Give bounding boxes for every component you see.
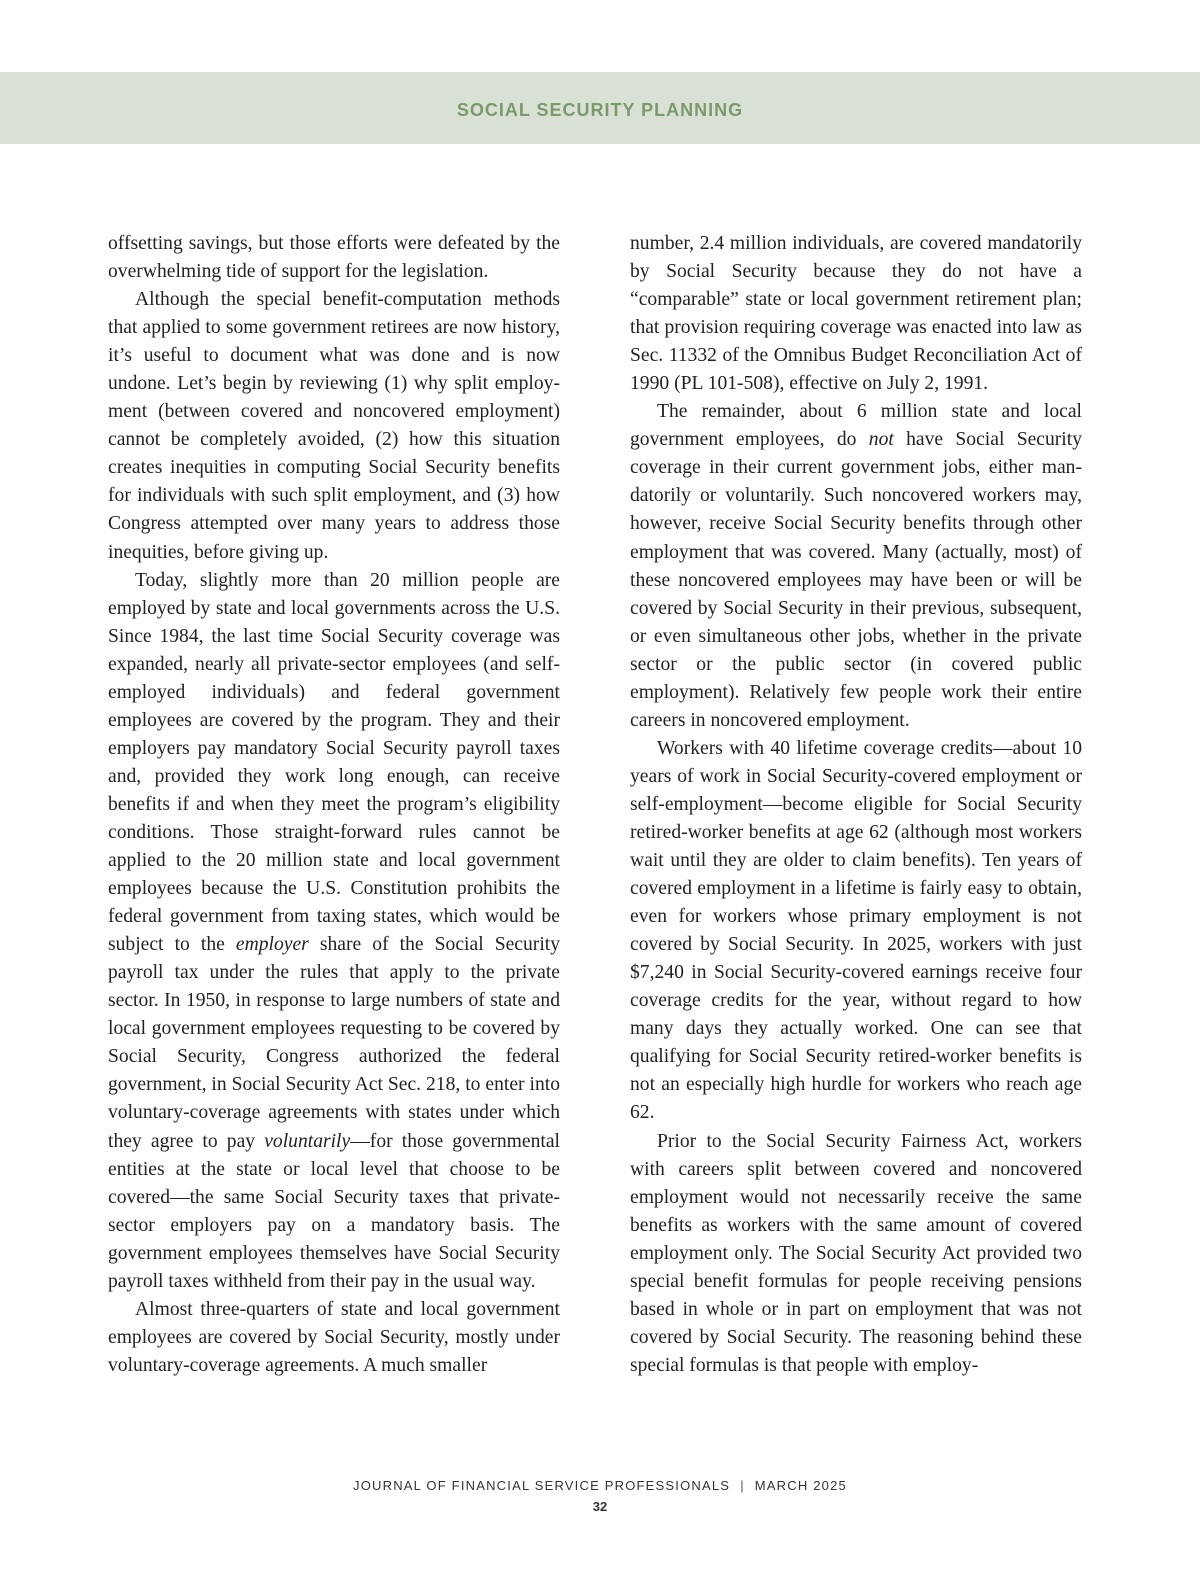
emphasis-text: employer xyxy=(235,934,309,956)
footer-separator: | xyxy=(740,1478,745,1493)
emphasis-text: voluntarily xyxy=(264,1130,351,1152)
body-text: have Social Security coverage in their current government jobs, either mandatorily or voluntarily. Such noncovered workers may, however, receive Social Security benefits through other employment that was covered. Many (actually, most) of these noncovered employees may have been or will be covered by Social Security in their previous, subsequent, or even simultaneous other jobs, whether in the private sector or the public sector (in covered public employment). Relatively few people work their entire careers in noncovered employment. xyxy=(630,429,1082,731)
body-paragraph: Almost three-quarters of state and local government employees are covered by Social Security, mostly under voluntary-coverage agreements. A much smaller xyxy=(108,1298,560,1376)
issue-date: MARCH 2025 xyxy=(754,1478,847,1493)
emphasis-text: not xyxy=(868,429,894,451)
body-text: share of the Social Security payroll tax under the rules that apply to the private sector. In 1950, in response to large numbers of state and local government employees requesting to be covered by Social Security, Congress authorized the federal government, in Social Security Act Sec. 218, to enter into voluntary-coverage agreements with states under which they agree to pay xyxy=(108,934,560,1152)
body-paragraph: number, 2.4 million individuals, are covered mandatorily by Social Security because they do not have a “comparable” state or local government retirement plan; that provision requiring coverage was enacted into law as Sec. 11332 of the Omnibus Budget Reconciliation Act of 1990 (PL 101-508), effective on July 2, 1991. xyxy=(630,233,1082,395)
footer-journal-line xyxy=(0,1478,1200,1493)
section-header-band xyxy=(0,72,1200,144)
left-column xyxy=(108,230,560,1380)
body-paragraph xyxy=(108,567,560,1296)
body-text: —for those governmental entities at the state or local level that choose to be covered—the same Social Security taxes that private-sector employers pay on a mandatory basis. The government employees themselves have Social Security payroll taxes withheld from their pay in the usual way. xyxy=(108,1130,560,1292)
body-text: Today, slightly more than 20 million people are employed by state and local governments across the U.S. Since 1984, the last time Social Security coverage was expanded, nearly all private-sector employees (and self-employed individuals) and federal government employees are covered by the program. They and their employers pay mandatory Social Security payroll taxes and, provided they work long enough, can receive benefits if and when they meet the program’s eligibility conditions. Those straight-forward rules cannot be applied to the 20 million state and local government employees because the U.S. Constitution prohibits the federal government from taxing states, which would be subject to the xyxy=(108,569,560,956)
page-footer xyxy=(0,1478,1200,1514)
body-paragraph: Workers with 40 lifetime coverage credits—about 10 years of work in Social Security-covered employment or self-employment—become eligible for Social Security retired-worker benefits at age 62 (although most workers wait until they are older to claim benefits). Ten years of covered employment in a lifetime is fairly easy to obtain, even for workers whose primary employment is not covered by Social Security. In 2025, workers with just $7,240 in Social Security-covered earnings receive four coverage credits for the year, without regard to how many days they actually worked. One can see that qualifying for Social Security retired-worker benefits is not an especially high hurdle for workers who reach age 62. xyxy=(630,737,1082,1124)
journal-name: JOURNAL OF FINANCIAL SERVICE PROFESSIONALS xyxy=(353,1478,731,1493)
body-paragraph xyxy=(630,398,1082,735)
body-paragraph: Prior to the Social Security Fairness Act, workers with careers split between covered and noncovered employment would not necessarily receive the same benefits as workers with the same amount of covered employment only. The Social Security Act provided two special benefit formulas for people receiving pensions based in whole or in part on employment that was not covered by Social Security. The reasoning behind these special formulas is that people with employ- xyxy=(630,1130,1082,1376)
body-text: The remainder, about 6 million state and local government employees, do xyxy=(630,401,1082,451)
body-paragraph: Although the special benefit-computation methods that applied to some government retirees are now history, it’s useful to document what was done and is now undone. Let’s begin by reviewing (1) why split employment (between covered and noncovered employment) cannot be completely avoided, (2) how this situation creates inequities in computing Social Security benefits for individuals with such split employment, and (3) how Congress attempted over many years to address those inequities, before giving up. xyxy=(108,289,560,563)
section-title: SOCIAL SECURITY PLANNING xyxy=(456,100,744,120)
body-paragraph: offsetting savings, but those efforts were defeated by the overwhelming tide of support for the legislation. xyxy=(108,233,560,283)
right-column xyxy=(630,230,1082,1380)
page-number: 32 xyxy=(592,1499,608,1514)
